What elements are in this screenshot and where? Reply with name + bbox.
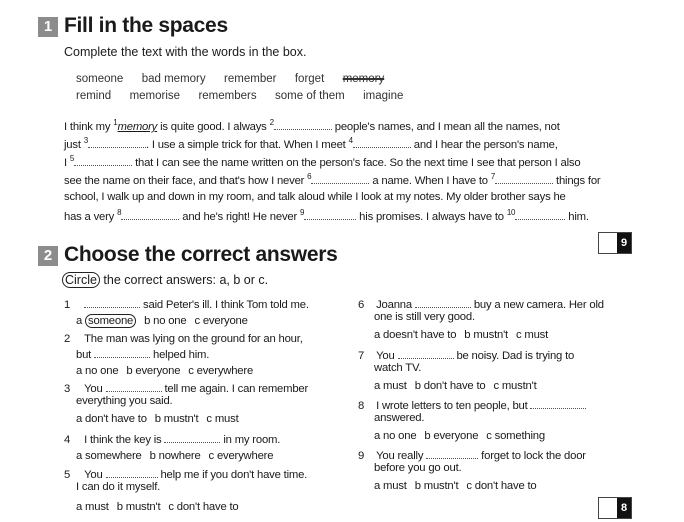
section-instruction: Complete the text with the words in the box. [64, 45, 307, 59]
question-2-line-2 [76, 347, 209, 361]
option-b[interactable]: everyone [135, 365, 181, 377]
option-letter: c [493, 380, 499, 392]
question-4 [64, 432, 280, 446]
question-8 [358, 398, 586, 412]
text: and I hear the person's name, [410, 139, 558, 151]
option-letter: a [76, 315, 83, 327]
option-a-circled[interactable]: someone [85, 314, 136, 328]
question-blank[interactable] [106, 467, 158, 478]
gap-number: 3 [83, 136, 88, 146]
question-3-options [76, 413, 239, 425]
question-text: You [84, 383, 106, 395]
question-text: tell me again. I can remember [161, 383, 309, 395]
question-8-options [374, 430, 545, 442]
question-3 [64, 381, 308, 395]
text-line-1 [64, 119, 560, 133]
section-instruction [62, 273, 268, 287]
gap-6-blank[interactable] [311, 173, 369, 184]
option-c[interactable]: everywhere [216, 450, 274, 462]
question-number: 1 [64, 299, 71, 311]
option-c[interactable]: must [524, 329, 549, 341]
question-6-line-2 [374, 311, 475, 323]
section-title: Choose the correct answers [64, 243, 338, 266]
question-blank[interactable] [398, 348, 454, 359]
word-box-item: someone [76, 73, 124, 85]
text: things for [553, 175, 601, 187]
question-5 [64, 467, 307, 481]
option-c[interactable]: mustn't [501, 380, 537, 392]
score-max: 9 [617, 233, 631, 253]
answer-example: memory [117, 121, 158, 133]
question-blank[interactable] [94, 347, 150, 358]
option-letter: b [126, 365, 133, 377]
question-text: You really [376, 450, 427, 462]
question-text: I wrote letters to ten people, but [376, 400, 531, 412]
text-line-5 [64, 191, 566, 203]
option-letter: c [188, 365, 194, 377]
gap-number: 9 [299, 208, 305, 218]
option-letter: a [374, 380, 381, 392]
question-9-options [374, 480, 537, 492]
option-a[interactable]: must [383, 380, 407, 392]
option-a[interactable]: no one [85, 365, 119, 377]
question-number: 8 [358, 400, 365, 412]
score-box[interactable] [598, 497, 632, 519]
option-letter: c [194, 315, 200, 327]
question-text: answered. [374, 412, 425, 424]
question-5-line-2 [76, 481, 160, 493]
question-text: I can do it myself. [76, 481, 161, 493]
option-letter: c [168, 501, 174, 513]
text: I [64, 157, 70, 169]
option-letter: a [76, 413, 83, 425]
gap-10-blank[interactable] [515, 209, 565, 220]
word-box-item-used: memory [342, 73, 385, 85]
option-a[interactable]: don't have to [85, 413, 147, 425]
option-b[interactable]: mustn't [125, 501, 161, 513]
option-letter: b [154, 413, 161, 425]
text: school, I walk up and down in my room, and talk aloud while I look at my notes. My older brother says he [64, 191, 566, 203]
option-a[interactable]: must [85, 501, 109, 513]
option-c[interactable]: don't have to [176, 501, 239, 513]
gap-7-blank[interactable] [495, 173, 553, 184]
question-1-options [76, 315, 248, 327]
gap-number: 10 [506, 208, 516, 218]
question-number: 4 [64, 434, 71, 446]
question-text: buy a new camera. Her old [470, 299, 604, 311]
option-letter: c [515, 329, 522, 341]
question-text: be noisy. Dad is trying to [453, 350, 575, 362]
question-number: 7 [358, 350, 365, 362]
question-blank[interactable] [530, 398, 586, 409]
gap-8-blank[interactable] [121, 209, 179, 220]
option-letter: a [76, 365, 83, 377]
question-blank[interactable] [426, 448, 478, 459]
option-letter: c [466, 480, 472, 492]
option-letter: a [76, 450, 83, 462]
question-blank[interactable] [106, 381, 162, 392]
question-2-options [76, 365, 253, 377]
question-7-line-2 [374, 362, 421, 374]
question-number: 3 [64, 383, 71, 395]
word-box-item: remembers [198, 90, 257, 102]
option-letter: b [424, 430, 431, 442]
question-9-line-2 [374, 462, 461, 474]
text-line-6 [64, 209, 589, 223]
question-text: forget to lock the door [478, 450, 586, 462]
question-text: but [76, 349, 95, 361]
word-box-item: remind [76, 90, 112, 102]
text-line-3 [64, 155, 580, 169]
gap-3-blank[interactable] [88, 137, 146, 148]
question-2 [64, 333, 303, 345]
question-text: in my room. [220, 434, 281, 446]
question-text: before you go out. [374, 462, 462, 474]
text: people's names, and I mean all the names, not [331, 121, 560, 133]
question-text: The man was lying on the ground for an hour, [84, 333, 303, 345]
option-a[interactable]: no one [383, 430, 417, 442]
gap-number: 6 [307, 172, 312, 182]
option-letter: c [206, 413, 212, 425]
text: has a very [64, 211, 118, 223]
question-text: helped him. [150, 349, 210, 361]
question-text: You [376, 350, 398, 362]
option-letter: b [414, 380, 421, 392]
text: see the name on their face, and that's how I never [64, 175, 308, 187]
gap-number: 8 [117, 208, 122, 218]
option-c[interactable]: something [494, 430, 545, 442]
word-box-item: memorise [129, 90, 181, 102]
question-number: 9 [358, 450, 365, 462]
question-text: one is still very good. [374, 311, 475, 323]
word-box-item: bad memory [141, 73, 206, 85]
gap-number: 7 [490, 172, 496, 182]
question-number: 5 [64, 469, 71, 481]
word-box-row-1 [76, 73, 384, 85]
gap-5-blank[interactable] [74, 155, 132, 166]
gap-number: 5 [69, 154, 75, 164]
option-a[interactable]: doesn't have to [383, 329, 457, 341]
option-a[interactable]: must [383, 480, 407, 492]
question-text: Joanna [376, 299, 415, 311]
text: him. [565, 211, 589, 223]
question-6-options [374, 329, 548, 341]
question-4-options [76, 450, 273, 462]
gap-number: 4 [348, 136, 353, 146]
option-letter: b [144, 315, 151, 327]
text: just [64, 139, 84, 151]
option-letter: a [374, 329, 381, 341]
score-max: 8 [617, 498, 631, 518]
word-box-item: some of them [275, 90, 345, 102]
gap-9-blank[interactable] [304, 209, 356, 220]
question-text: everything you said. [76, 395, 173, 407]
option-b[interactable]: mustn't [473, 329, 508, 341]
option-c[interactable]: don't have to [474, 480, 537, 492]
option-letter: b [149, 450, 156, 462]
question-8-line-2 [374, 412, 424, 424]
section-title: Fill in the spaces [64, 14, 228, 37]
section-number-badge: 2 [38, 246, 58, 266]
text: I think my [64, 121, 114, 133]
question-5-options [76, 501, 239, 513]
option-b[interactable]: mustn't [163, 413, 199, 425]
option-c[interactable]: everywhere [196, 365, 254, 377]
option-b[interactable]: mustn't [423, 480, 459, 492]
question-3-line-2 [76, 395, 172, 407]
option-letter: a [374, 430, 381, 442]
question-1 [64, 297, 309, 311]
word-box-item: remember [224, 73, 277, 85]
option-c[interactable]: must [214, 413, 239, 425]
option-letter: b [464, 329, 471, 341]
question-blank[interactable] [415, 297, 471, 308]
option-letter: b [414, 480, 421, 492]
section-number-badge: 1 [38, 17, 58, 37]
word-box-item: forget [294, 73, 325, 85]
score-box[interactable] [598, 232, 632, 254]
question-7-options [374, 380, 537, 392]
question-text: watch TV. [374, 362, 422, 374]
text: that I can see the name written on the person's face. So the next time I see that person I also [132, 157, 581, 169]
word-box-row-2 [76, 90, 403, 102]
question-text: You [84, 469, 106, 481]
option-letter: a [374, 480, 381, 492]
option-letter: a [76, 501, 83, 513]
text: a name. When I have to [369, 175, 491, 187]
option-c[interactable]: everyone [202, 315, 248, 327]
text: is quite good. I always [157, 121, 270, 133]
option-a[interactable]: somewhere [85, 450, 142, 462]
question-6 [358, 297, 604, 311]
question-blank[interactable] [84, 297, 140, 308]
option-letter: c [486, 430, 492, 442]
option-b[interactable]: nowhere [158, 450, 201, 462]
option-b[interactable]: everyone [433, 430, 479, 442]
option-letter: c [208, 450, 214, 462]
question-text: help me if you don't have time. [157, 469, 308, 481]
question-7 [358, 348, 574, 362]
option-letter: b [116, 501, 123, 513]
gap-2-blank[interactable] [274, 119, 332, 130]
option-b[interactable]: don't have to [423, 380, 486, 392]
text: . I use a simple trick for that. When I meet [145, 139, 349, 151]
gap-number: 1 [113, 118, 118, 128]
text: the correct answers: a, b or c. [99, 273, 269, 287]
gap-number: 2 [269, 118, 274, 128]
question-number: 2 [64, 333, 71, 345]
question-blank[interactable] [164, 432, 220, 443]
text: and he's right! He never [179, 211, 300, 223]
option-b[interactable]: no one [153, 315, 187, 327]
word-box-item: imagine [363, 90, 404, 102]
question-number: 6 [358, 299, 365, 311]
text: his promises. I always have to [356, 211, 507, 223]
text-line-4 [64, 173, 600, 187]
question-text: said Peter's ill. I think Tom told me. [140, 299, 309, 311]
question-9 [358, 448, 586, 462]
gap-4-blank[interactable] [353, 137, 411, 148]
circle-word: Circle [62, 272, 100, 288]
text-line-2 [64, 137, 558, 151]
question-text: I think the key is [84, 434, 165, 446]
